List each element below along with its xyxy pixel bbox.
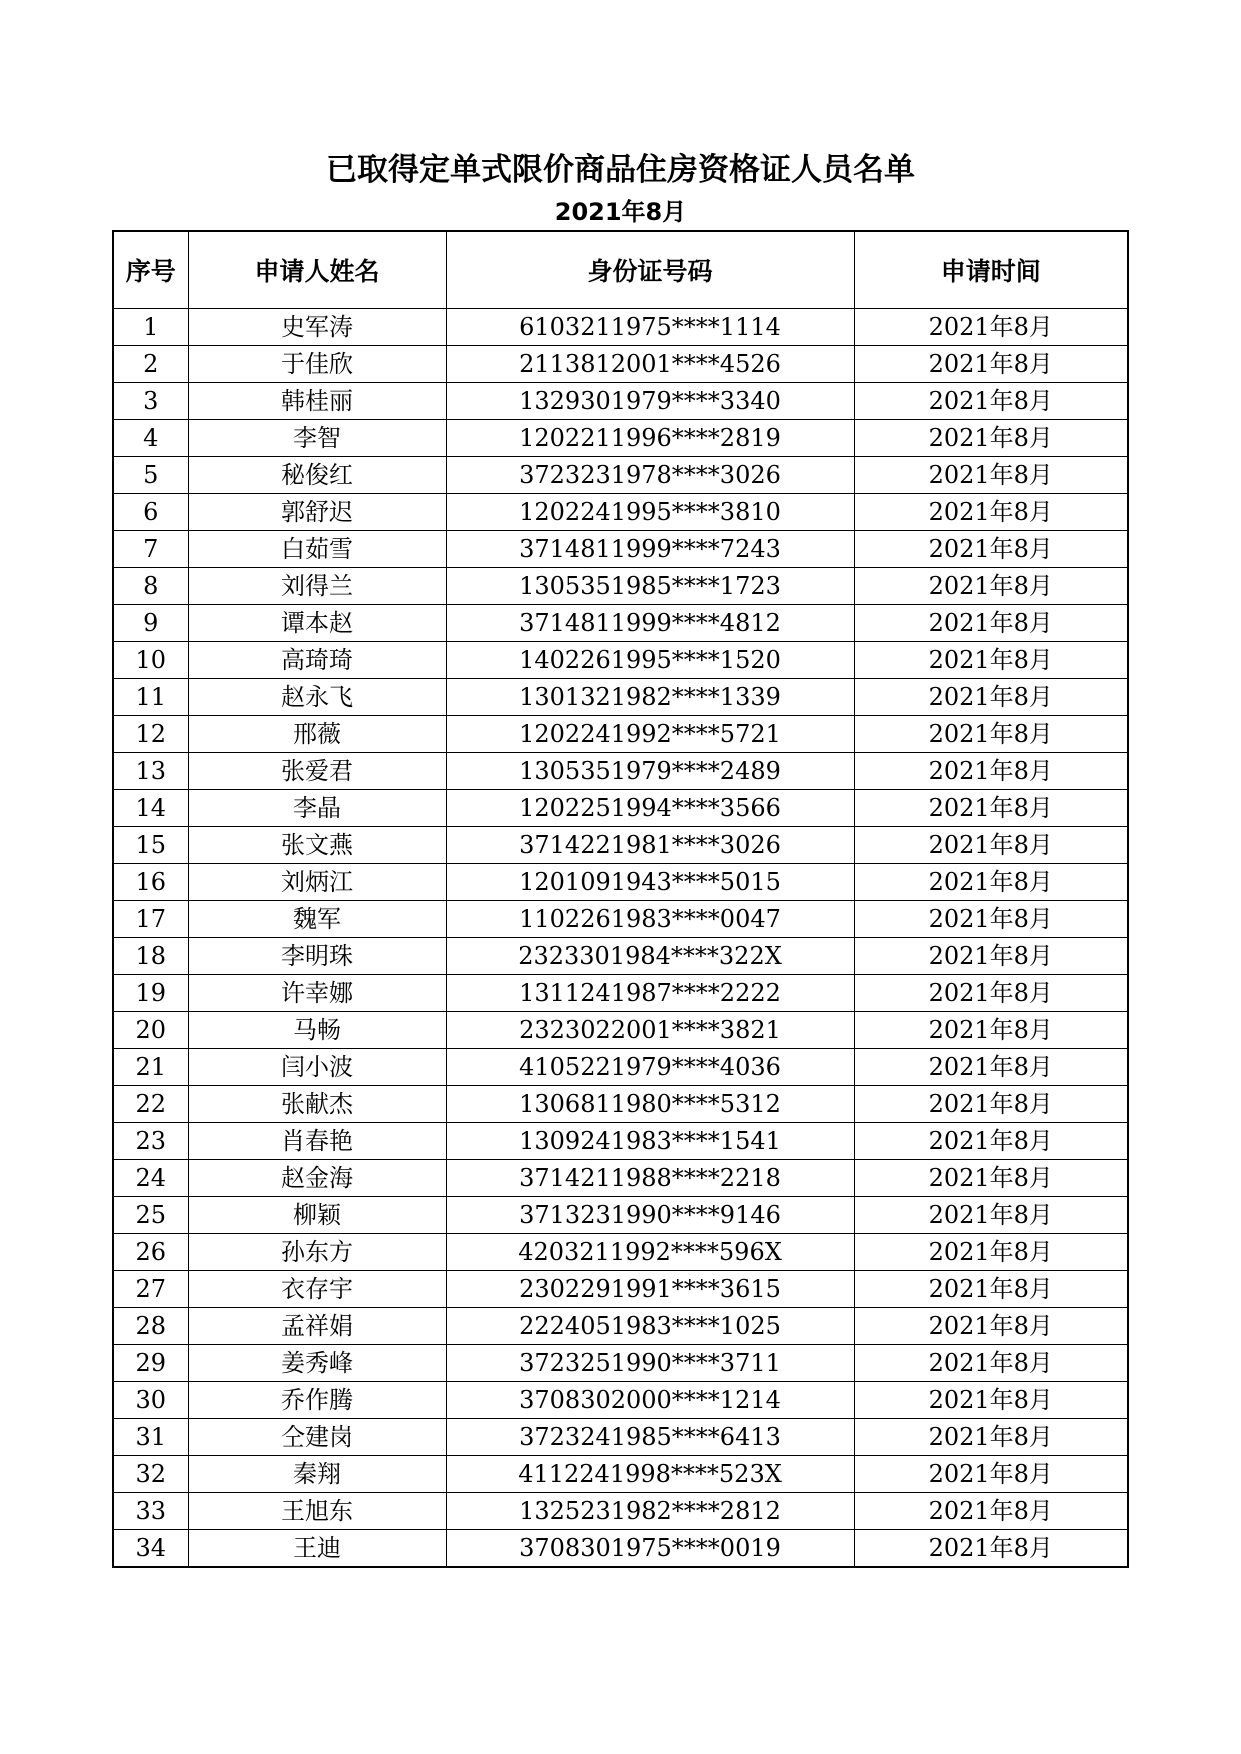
cell-applicant-name: 韩桂丽 <box>188 383 446 420</box>
cell-applicant-name: 高琦琦 <box>188 642 446 679</box>
cell-index: 33 <box>113 1493 188 1530</box>
cell-index: 11 <box>113 679 188 716</box>
table-row <box>113 1086 1128 1123</box>
table-header <box>113 231 1128 309</box>
table-row <box>113 383 1128 420</box>
cell-application-time: 2021年8月 <box>854 605 1128 642</box>
cell-index: 31 <box>113 1419 188 1456</box>
cell-application-time: 2021年8月 <box>854 1086 1128 1123</box>
cell-id-number: 3723251990****3711 <box>446 1345 854 1382</box>
cell-id-number: 1202241992****5721 <box>446 716 854 753</box>
cell-index: 14 <box>113 790 188 827</box>
cell-applicant-name: 郭舒迟 <box>188 494 446 531</box>
table-row <box>113 1493 1128 1530</box>
cell-application-time: 2021年8月 <box>854 1456 1128 1493</box>
cell-index: 18 <box>113 938 188 975</box>
table-row <box>113 1345 1128 1382</box>
cell-applicant-name: 马畅 <box>188 1012 446 1049</box>
cell-applicant-name: 白茹雪 <box>188 531 446 568</box>
table-row <box>113 827 1128 864</box>
cell-applicant-name: 张文燕 <box>188 827 446 864</box>
cell-index: 26 <box>113 1234 188 1271</box>
table-row <box>113 864 1128 901</box>
cell-applicant-name: 魏军 <box>188 901 446 938</box>
cell-applicant-name: 仝建岗 <box>188 1419 446 1456</box>
cell-application-time: 2021年8月 <box>854 901 1128 938</box>
cell-id-number: 2224051983****1025 <box>446 1308 854 1345</box>
table-row <box>113 1197 1128 1234</box>
table-row <box>113 1419 1128 1456</box>
cell-id-number: 3708302000****1214 <box>446 1382 854 1419</box>
cell-index: 25 <box>113 1197 188 1234</box>
cell-id-number: 1311241987****2222 <box>446 975 854 1012</box>
cell-applicant-name: 孙东方 <box>188 1234 446 1271</box>
cell-applicant-name: 乔作腾 <box>188 1382 446 1419</box>
cell-application-time: 2021年8月 <box>854 1345 1128 1382</box>
table-row <box>113 901 1128 938</box>
table-row <box>113 1234 1128 1271</box>
table-row <box>113 568 1128 605</box>
cell-index: 22 <box>113 1086 188 1123</box>
cell-index: 16 <box>113 864 188 901</box>
table-row <box>113 642 1128 679</box>
cell-application-time: 2021年8月 <box>854 827 1128 864</box>
cell-application-time: 2021年8月 <box>854 790 1128 827</box>
cell-applicant-name: 肖春艳 <box>188 1123 446 1160</box>
cell-id-number: 6103211975****1114 <box>446 309 854 346</box>
cell-id-number: 1306811980****5312 <box>446 1086 854 1123</box>
header-index: 序号 <box>113 231 188 309</box>
cell-index: 4 <box>113 420 188 457</box>
header-id-number: 身份证号码 <box>446 231 854 309</box>
cell-id-number: 1301321982****1339 <box>446 679 854 716</box>
cell-id-number: 4203211992****596X <box>446 1234 854 1271</box>
cell-id-number: 3714221981****3026 <box>446 827 854 864</box>
cell-application-time: 2021年8月 <box>854 753 1128 790</box>
cell-applicant-name: 李晶 <box>188 790 446 827</box>
cell-id-number: 1102261983****0047 <box>446 901 854 938</box>
table-row <box>113 1049 1128 1086</box>
table-row <box>113 1456 1128 1493</box>
cell-id-number: 3723231978****3026 <box>446 457 854 494</box>
table-body <box>113 309 1128 1568</box>
header-row <box>113 231 1128 309</box>
cell-id-number: 4105221979****4036 <box>446 1049 854 1086</box>
cell-applicant-name: 史军涛 <box>188 309 446 346</box>
table-row <box>113 309 1128 346</box>
cell-index: 28 <box>113 1308 188 1345</box>
cell-applicant-name: 王旭东 <box>188 1493 446 1530</box>
table-row <box>113 1530 1128 1568</box>
cell-applicant-name: 许幸娜 <box>188 975 446 1012</box>
cell-applicant-name: 孟祥娟 <box>188 1308 446 1345</box>
table-row <box>113 605 1128 642</box>
cell-index: 9 <box>113 605 188 642</box>
cell-application-time: 2021年8月 <box>854 1308 1128 1345</box>
cell-id-number: 1202211996****2819 <box>446 420 854 457</box>
cell-application-time: 2021年8月 <box>854 864 1128 901</box>
cell-application-time: 2021年8月 <box>854 1271 1128 1308</box>
cell-index: 23 <box>113 1123 188 1160</box>
cell-application-time: 2021年8月 <box>854 938 1128 975</box>
cell-application-time: 2021年8月 <box>854 1234 1128 1271</box>
cell-application-time: 2021年8月 <box>854 1493 1128 1530</box>
cell-application-time: 2021年8月 <box>854 457 1128 494</box>
cell-index: 8 <box>113 568 188 605</box>
cell-application-time: 2021年8月 <box>854 1197 1128 1234</box>
cell-index: 1 <box>113 309 188 346</box>
cell-applicant-name: 刘得兰 <box>188 568 446 605</box>
table-row <box>113 420 1128 457</box>
table-row <box>113 1271 1128 1308</box>
cell-index: 12 <box>113 716 188 753</box>
cell-applicant-name: 于佳欣 <box>188 346 446 383</box>
table-row <box>113 1012 1128 1049</box>
cell-applicant-name: 秘俊红 <box>188 457 446 494</box>
cell-application-time: 2021年8月 <box>854 1160 1128 1197</box>
cell-id-number: 1402261995****1520 <box>446 642 854 679</box>
cell-id-number: 3714211988****2218 <box>446 1160 854 1197</box>
cell-applicant-name: 刘炳江 <box>188 864 446 901</box>
table-row <box>113 1123 1128 1160</box>
cell-application-time: 2021年8月 <box>854 309 1128 346</box>
cell-application-time: 2021年8月 <box>854 1419 1128 1456</box>
cell-applicant-name: 谭本赵 <box>188 605 446 642</box>
cell-id-number: 2323022001****3821 <box>446 1012 854 1049</box>
cell-application-time: 2021年8月 <box>854 1049 1128 1086</box>
cell-index: 7 <box>113 531 188 568</box>
cell-id-number: 1305351985****1723 <box>446 568 854 605</box>
table-row <box>113 494 1128 531</box>
cell-application-time: 2021年8月 <box>854 679 1128 716</box>
cell-application-time: 2021年8月 <box>854 1012 1128 1049</box>
cell-index: 21 <box>113 1049 188 1086</box>
table-row <box>113 679 1128 716</box>
cell-application-time: 2021年8月 <box>854 568 1128 605</box>
table-row <box>113 1382 1128 1419</box>
table-row <box>113 975 1128 1012</box>
cell-application-time: 2021年8月 <box>854 346 1128 383</box>
table-row <box>113 790 1128 827</box>
cell-id-number: 2113812001****4526 <box>446 346 854 383</box>
cell-application-time: 2021年8月 <box>854 1530 1128 1568</box>
table-row <box>113 938 1128 975</box>
cell-index: 3 <box>113 383 188 420</box>
table-row <box>113 753 1128 790</box>
cell-applicant-name: 李明珠 <box>188 938 446 975</box>
cell-index: 27 <box>113 1271 188 1308</box>
cell-index: 17 <box>113 901 188 938</box>
cell-applicant-name: 柳颖 <box>188 1197 446 1234</box>
cell-id-number: 3714811999****4812 <box>446 605 854 642</box>
cell-applicant-name: 李智 <box>188 420 446 457</box>
cell-id-number: 1329301979****3340 <box>446 383 854 420</box>
cell-id-number: 3708301975****0019 <box>446 1530 854 1568</box>
cell-index: 13 <box>113 753 188 790</box>
cell-applicant-name: 张献杰 <box>188 1086 446 1123</box>
table-row <box>113 1308 1128 1345</box>
cell-application-time: 2021年8月 <box>854 494 1128 531</box>
cell-index: 20 <box>113 1012 188 1049</box>
cell-id-number: 1202251994****3566 <box>446 790 854 827</box>
cell-index: 6 <box>113 494 188 531</box>
cell-id-number: 1201091943****5015 <box>446 864 854 901</box>
cell-application-time: 2021年8月 <box>854 1382 1128 1419</box>
cell-id-number: 2302291991****3615 <box>446 1271 854 1308</box>
cell-application-time: 2021年8月 <box>854 420 1128 457</box>
cell-id-number: 3723241985****6413 <box>446 1419 854 1456</box>
cell-applicant-name: 衣存宇 <box>188 1271 446 1308</box>
cell-applicant-name: 张爱君 <box>188 753 446 790</box>
cell-application-time: 2021年8月 <box>854 383 1128 420</box>
cell-index: 19 <box>113 975 188 1012</box>
document-title: 已取得定单式限价商品住房资格证人员名单 <box>326 152 915 188</box>
cell-id-number: 2323301984****322X <box>446 938 854 975</box>
cell-index: 2 <box>113 346 188 383</box>
cell-applicant-name: 闫小波 <box>188 1049 446 1086</box>
cell-index: 34 <box>113 1530 188 1568</box>
cell-applicant-name: 秦翔 <box>188 1456 446 1493</box>
cell-id-number: 1325231982****2812 <box>446 1493 854 1530</box>
cell-id-number: 3714811999****7243 <box>446 531 854 568</box>
cell-index: 29 <box>113 1345 188 1382</box>
cell-index: 30 <box>113 1382 188 1419</box>
table-row <box>113 531 1128 568</box>
cell-index: 15 <box>113 827 188 864</box>
table-row <box>113 346 1128 383</box>
cell-id-number: 1309241983****1541 <box>446 1123 854 1160</box>
cell-applicant-name: 邢薇 <box>188 716 446 753</box>
cell-application-time: 2021年8月 <box>854 716 1128 753</box>
cell-application-time: 2021年8月 <box>854 531 1128 568</box>
cell-index: 5 <box>113 457 188 494</box>
cell-application-time: 2021年8月 <box>854 642 1128 679</box>
header-application-time: 申请时间 <box>854 231 1128 309</box>
cell-application-time: 2021年8月 <box>854 975 1128 1012</box>
cell-id-number: 1202241995****3810 <box>446 494 854 531</box>
table-row <box>113 457 1128 494</box>
cell-index: 10 <box>113 642 188 679</box>
document-subtitle: 2021年8月 <box>554 198 687 226</box>
cell-index: 32 <box>113 1456 188 1493</box>
cell-application-time: 2021年8月 <box>854 1123 1128 1160</box>
cell-index: 24 <box>113 1160 188 1197</box>
cell-applicant-name: 王迪 <box>188 1530 446 1568</box>
header-applicant-name: 申请人姓名 <box>188 231 446 309</box>
cell-applicant-name: 赵永飞 <box>188 679 446 716</box>
roster-table <box>112 230 1129 1568</box>
cell-id-number: 4112241998****523X <box>446 1456 854 1493</box>
table-row <box>113 716 1128 753</box>
cell-id-number: 1305351979****2489 <box>446 753 854 790</box>
cell-applicant-name: 姜秀峰 <box>188 1345 446 1382</box>
cell-id-number: 3713231990****9146 <box>446 1197 854 1234</box>
cell-applicant-name: 赵金海 <box>188 1160 446 1197</box>
table-row <box>113 1160 1128 1197</box>
